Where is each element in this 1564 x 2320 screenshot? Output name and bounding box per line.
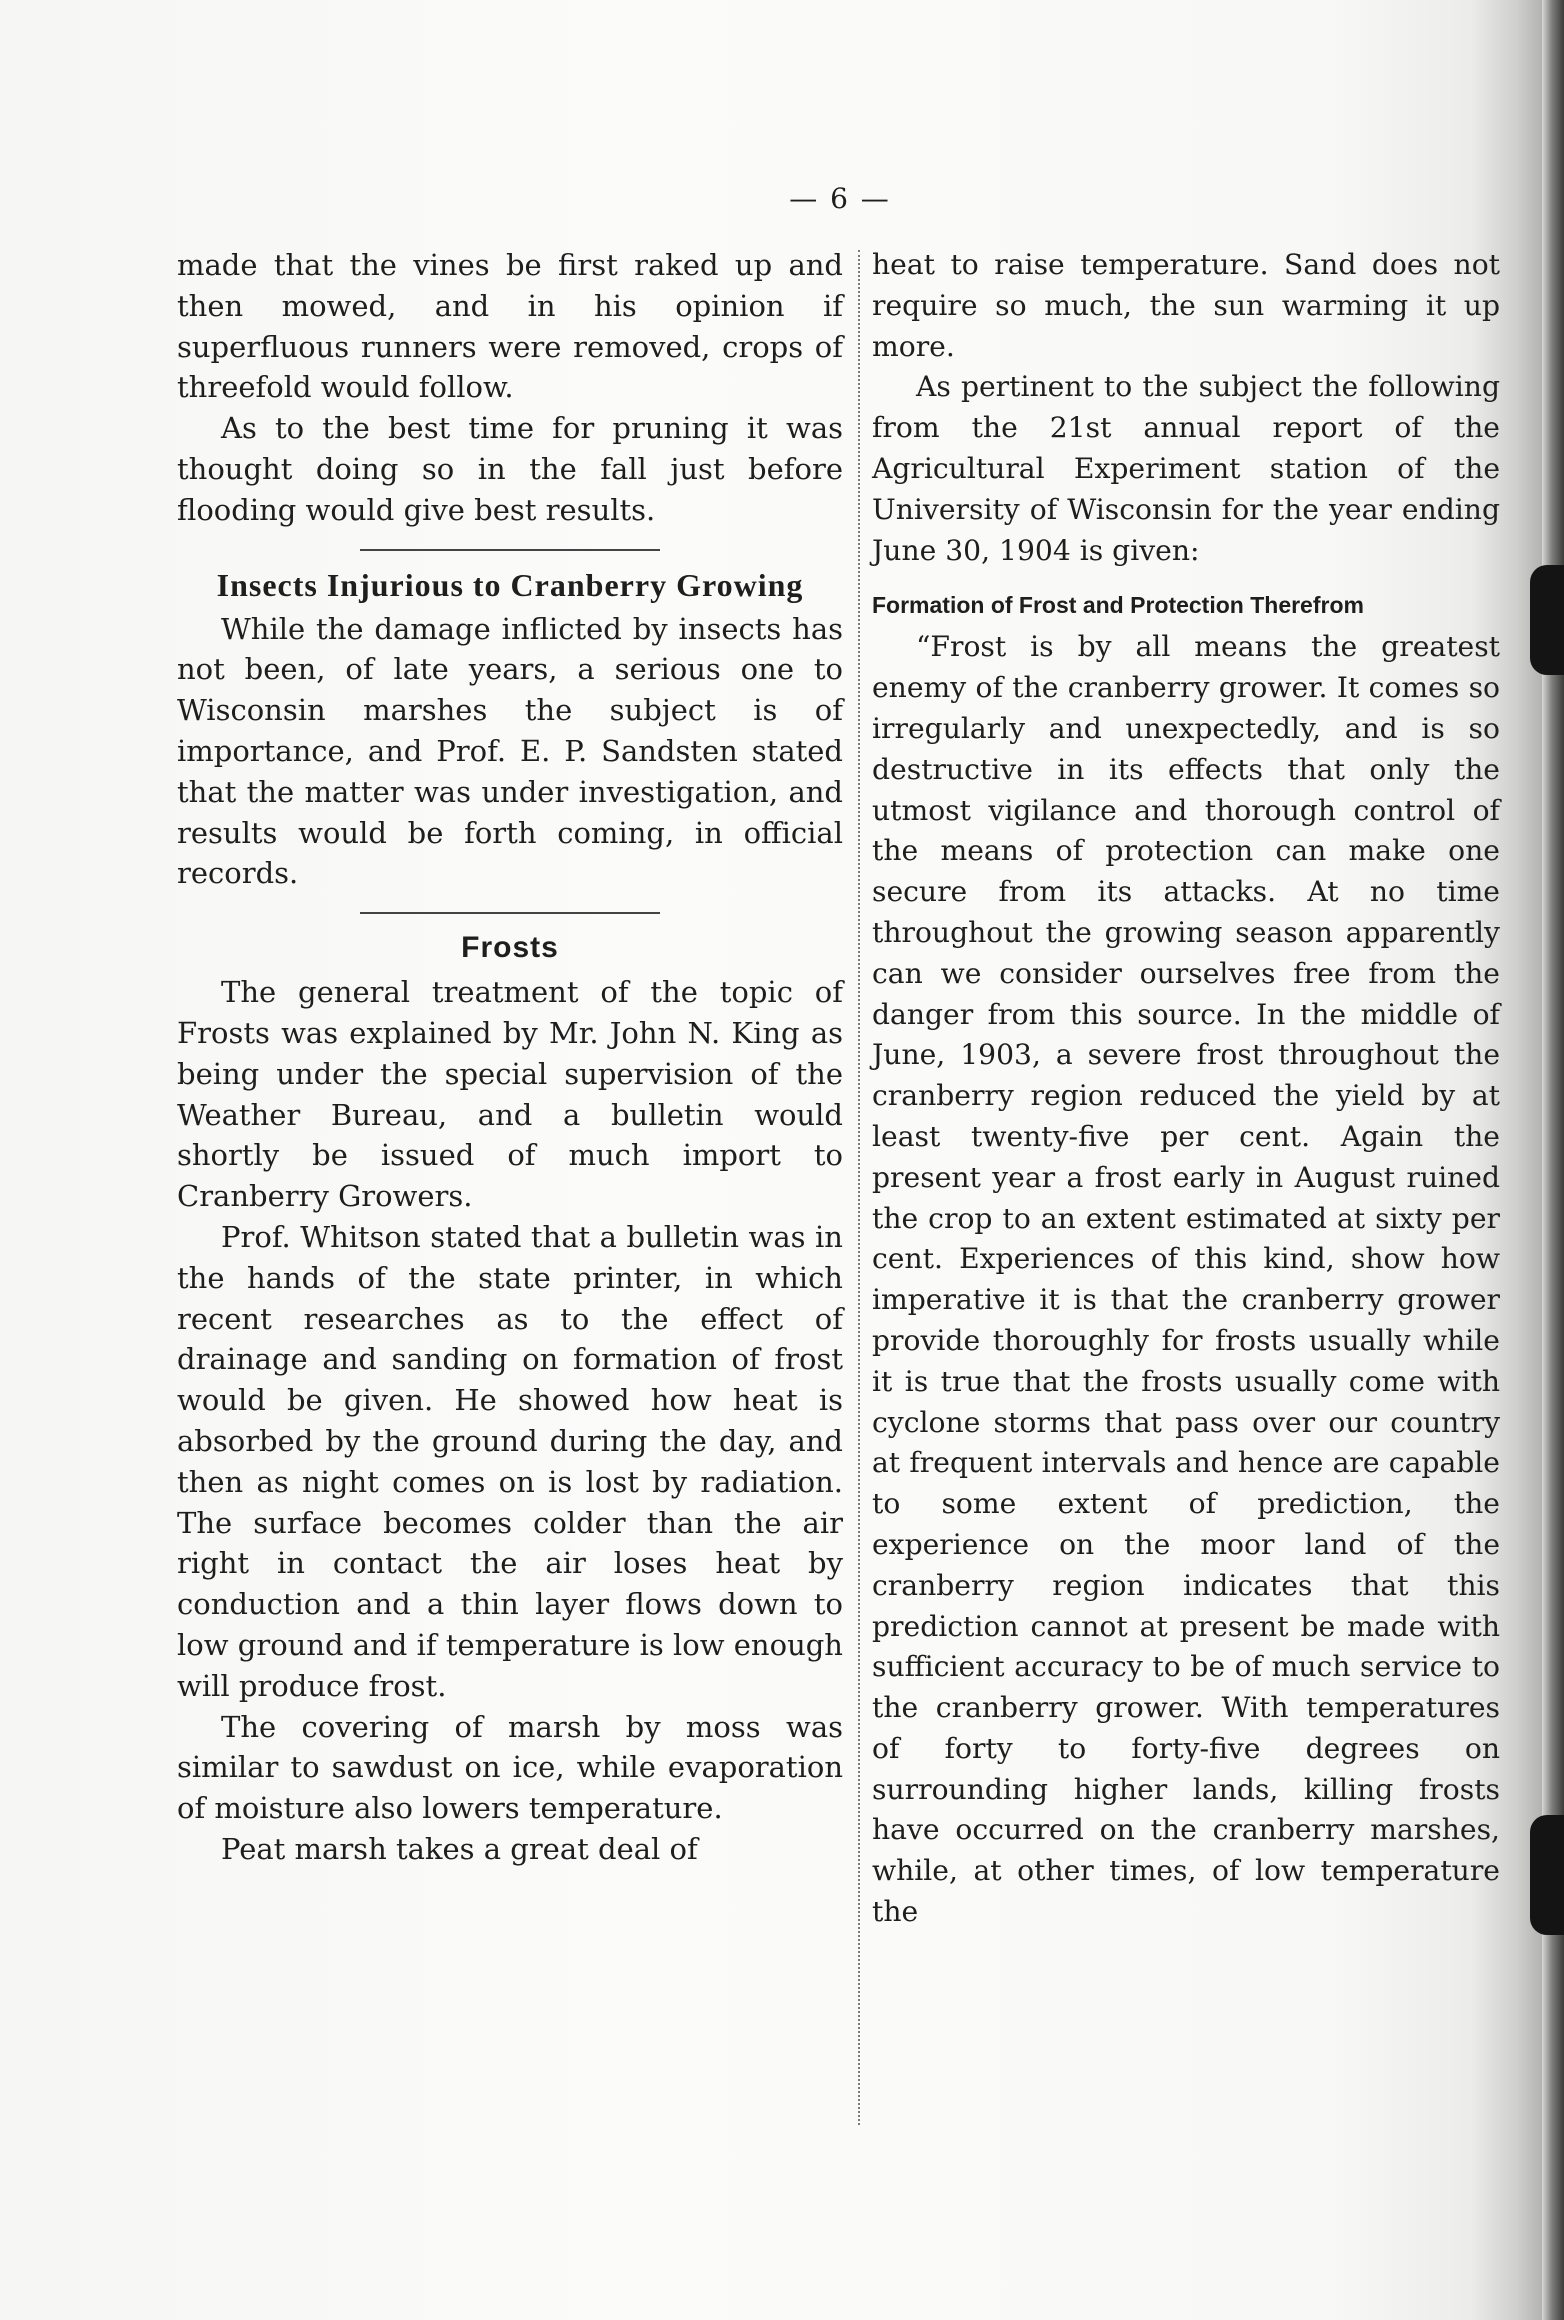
binding-hole-top: [1530, 565, 1564, 675]
column-rule: [858, 250, 860, 2125]
frosts-paragraph: The covering of marsh by moss was similar to sawdust on ice, while evaporation of moisture also lowers temperature.: [177, 1709, 843, 1826]
pruning-paragraph: As to the best time for pruning it was thought doing so in the fall just before flooding would give best results.: [177, 411, 843, 527]
frosts-heading: Frosts: [461, 931, 559, 965]
page-number: — 6 —: [789, 182, 891, 215]
binding-hole-bottom: [1530, 1815, 1564, 1935]
frosts-paragraph: The general treatment of the topic of Frosts was explained by Mr. John N. King as being under the special supervision of the Weather Bureau, and a bulletin would shortly be issued of much import to Cranberry Growers.: [177, 975, 843, 1214]
quote-paragraph: “Frost is by all means the greatest enemy of the cranberry grower. It comes so irregularly and unexpectedly, and is so destructive in its effects that only the utmost vigilance and thorough control of the means of protection can make one secure from its attacks. At no time throughout the growing season apparently can we consider ourselves free from the danger from this source. In the middle of June, 1903, a severe frost throughout the cranberry region reduced the yield by at least twenty-five per cent. Again the present year a frost early in August ruined the crop to an extent estimated at sixty per cent. Experiences of this kind, show how imperative it is that the cranberry grower provide thoroughly for frosts usually while it is true that the frosts usually come with cyclone storms that pass over our country at frequent intervals and hence are capable to some extent of prediction, the experience on the moor land of the cranberry region indicates that this prediction cannot at present be made with sufficient accuracy to be of much service to the cranberry grower. With temperatures of forty to forty-five degrees on surrounding higher lands, killing frosts have occurred on the cranberry marshes, while, at other times, of low temperature the: [872, 630, 1500, 1929]
report-paragraph: As pertinent to the subject the following from the 21st annual report of the Agricultural Experiment station of the University of Wisconsin for the year ending June 30, 1904 is given:: [872, 370, 1500, 567]
insects-paragraph: While the damage inflicted by insects has not been, of late years, a serious one to Wisconsin marshes the subject is of importance, and Prof. E. P. Sandsten stated that the matter was under investigation, and results would be forth coming, in official records.: [177, 611, 843, 891]
right-column: [872, 245, 1500, 1933]
frosts-paragraph: Prof. Whitson stated that a bulletin was in the hands of the state printer, in which recent researches as to the effect of drainage and sanding on formation of frost would be given. He showed how heat is absorbed by the ground during the day, and then as night comes on is lost by radiation. The surface becomes colder than the air right in contact the air loses heat by conduction and a thin layer flows down to low ground and if temperature is low enough will produce frost.: [177, 1219, 843, 1703]
section-divider: [360, 912, 660, 914]
binding-edge: [1542, 0, 1564, 2320]
frosts-paragraph: Peat marsh takes a great deal of: [221, 1831, 698, 1866]
left-column: [177, 245, 843, 1870]
continuation-paragraph: heat to raise temperature. Sand does not require so much, the sun warming it up more.: [872, 248, 1500, 363]
insects-heading: Insects Injurious to Cranberry Growing: [216, 566, 804, 603]
intro-paragraph: made that the vines be first raked up and then mowed, and in his opinion if superfluous runners were removed, crops of threefold would follow.: [177, 248, 843, 405]
section-divider: [360, 549, 660, 551]
formation-heading: Formation of Frost and Protection Therefrom: [872, 592, 1364, 619]
